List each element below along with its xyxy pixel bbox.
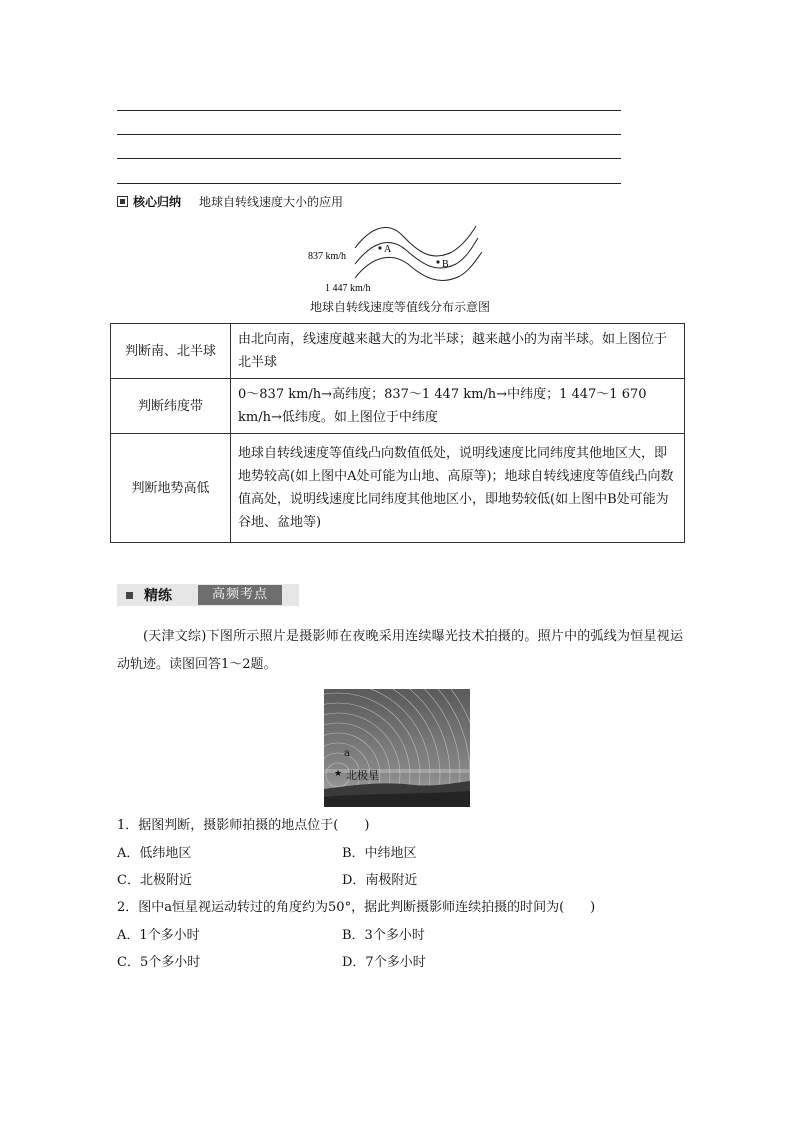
practice-banner xyxy=(117,584,299,606)
answer-line-3 xyxy=(117,158,621,159)
photo-arc-label: a xyxy=(344,748,350,759)
question-1-option-a: A．低纬地区 xyxy=(117,846,192,861)
table-row xyxy=(111,379,685,434)
isoline-1447 xyxy=(355,252,482,280)
section-label: 核心归纳 xyxy=(133,194,182,209)
question-2-stem: 2．图中a恒星视运动转过的角度约为50°，据此判断摄影师连续拍摄的时间为( ) xyxy=(117,900,596,915)
table-key: 判断南、北半球 xyxy=(111,324,231,379)
question-1-option-c: C．北极附近 xyxy=(117,873,192,888)
isoline-mid xyxy=(355,238,478,268)
photo-star-label: 北极星 xyxy=(346,769,379,782)
question-2-option-d: D．7个多小时 xyxy=(342,955,426,970)
table-value: 0～837 km/h→高纬度；837～1 447 km/h→中纬度；1 447～1 670 km/h→低纬度。如上图位于中纬度 xyxy=(231,379,685,434)
summary-table xyxy=(110,323,685,543)
label-1447: 1 447 km/h xyxy=(325,283,371,294)
table-key: 判断地势高低 xyxy=(111,434,231,543)
banner-square-icon xyxy=(126,592,133,599)
question-2-option-b: B．3个多小时 xyxy=(342,928,425,943)
question-2-option-a: A．1个多小时 xyxy=(117,928,200,943)
answer-line-4 xyxy=(117,183,621,184)
table-row xyxy=(111,324,685,379)
intro-paragraph: (天津文综)下图所示照片是摄影师在夜晚采用连续曝光技术拍摄的。照片中的弧线为恒星视运动轨迹。读图回答1～2题。 xyxy=(117,629,683,672)
question-2-option-c: C．5个多小时 xyxy=(117,955,201,970)
point-a-label: A xyxy=(384,244,392,255)
star-trail-photo xyxy=(324,689,470,807)
point-b-dot xyxy=(436,260,439,263)
table-value: 地球自转线速度等值线凸向数值低处，说明线速度比同纬度其他地区大，即地势较高(如上图中A处可能为山地、高原等)；地球自转线速度等值线凸向数值高处，说明线速度比同纬度其他地区小，即地势较低(如上图中B处可能为谷地、盆地等) xyxy=(231,434,685,543)
question-1-stem: 1．据图判断，摄影师拍摄的地点位于( ) xyxy=(117,818,370,833)
point-a-dot xyxy=(378,246,381,249)
banner-tag: 高频考点 xyxy=(198,585,282,605)
section-square-icon xyxy=(117,196,128,207)
diagram-caption: 地球自转线速度等值线分布示意图 xyxy=(309,300,490,314)
label-837: 837 km/h xyxy=(308,251,347,262)
point-b-label: B xyxy=(442,259,449,270)
question-1-option-b: B．中纬地区 xyxy=(342,846,417,861)
table-value: 由北向南，线速度越来越大的为北半球；越来越小的为南半球。如上图位于北半球 xyxy=(231,324,685,379)
isoline-diagram xyxy=(300,222,500,294)
answer-line-2 xyxy=(117,134,621,135)
banner-label: 精练 xyxy=(144,588,172,604)
section-title: 地球自转线速度大小的应用 xyxy=(199,194,344,209)
question-1-option-d: D．南极附近 xyxy=(342,873,418,888)
answer-line-1 xyxy=(117,110,621,111)
table-row xyxy=(111,434,685,543)
isoline-837 xyxy=(355,226,476,256)
section-heading xyxy=(117,193,343,209)
photo-star-icon: ★ xyxy=(334,769,343,779)
table-key: 判断纬度带 xyxy=(111,379,231,434)
